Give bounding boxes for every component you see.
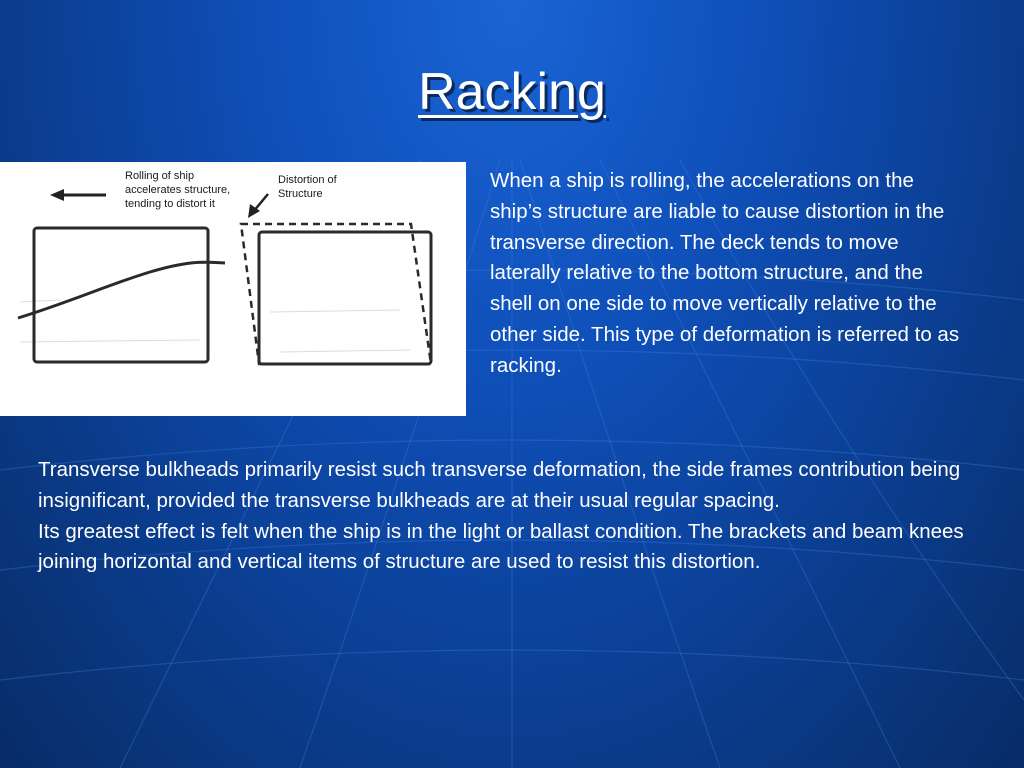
- roll-wave-line: [18, 262, 225, 318]
- racking-diagram-svg: [0, 162, 466, 416]
- caption-left-line2: accelerates structure,: [125, 184, 231, 196]
- ship-section-right: [259, 232, 431, 364]
- caption-right-line2: Structure: [278, 188, 323, 200]
- slide-title: Racking: [418, 63, 606, 121]
- caption-right-line1: Distortion of: [278, 174, 337, 186]
- roll-direction-arrow-icon: [50, 189, 106, 201]
- effect-paragraph: Its greatest effect is felt when the ship is in the light or ballast condition. The brackets and beam knees joining horizontal and vertical items of structure are used to resist this distortion.: [38, 519, 964, 574]
- scan-marks: [20, 300, 410, 352]
- body-text: [38, 455, 978, 578]
- caption-left-line3: tending to distort it: [125, 198, 215, 210]
- distortion-pointer-arrow-icon: [248, 194, 268, 218]
- caption-left-line1: Rolling of ship: [125, 170, 195, 182]
- racking-description: When a ship is rolling, the accelerations on the ship’s structure are liable to cause distortion in the transverse direction. The deck tends to move laterally relative to the bottom structure, and the shell on one side to move vertically relative to the other side. This type of deformation is referred to as racking.: [490, 169, 960, 377]
- ship-section-distorted: [241, 224, 431, 364]
- bulkhead-paragraph: Transverse bulkheads primarily resist such transverse deformation, the side frames contribution being insignificant, provided the transverse bulkheads are at their usual regular spacing.: [38, 458, 961, 512]
- racking-diagram: [0, 162, 466, 416]
